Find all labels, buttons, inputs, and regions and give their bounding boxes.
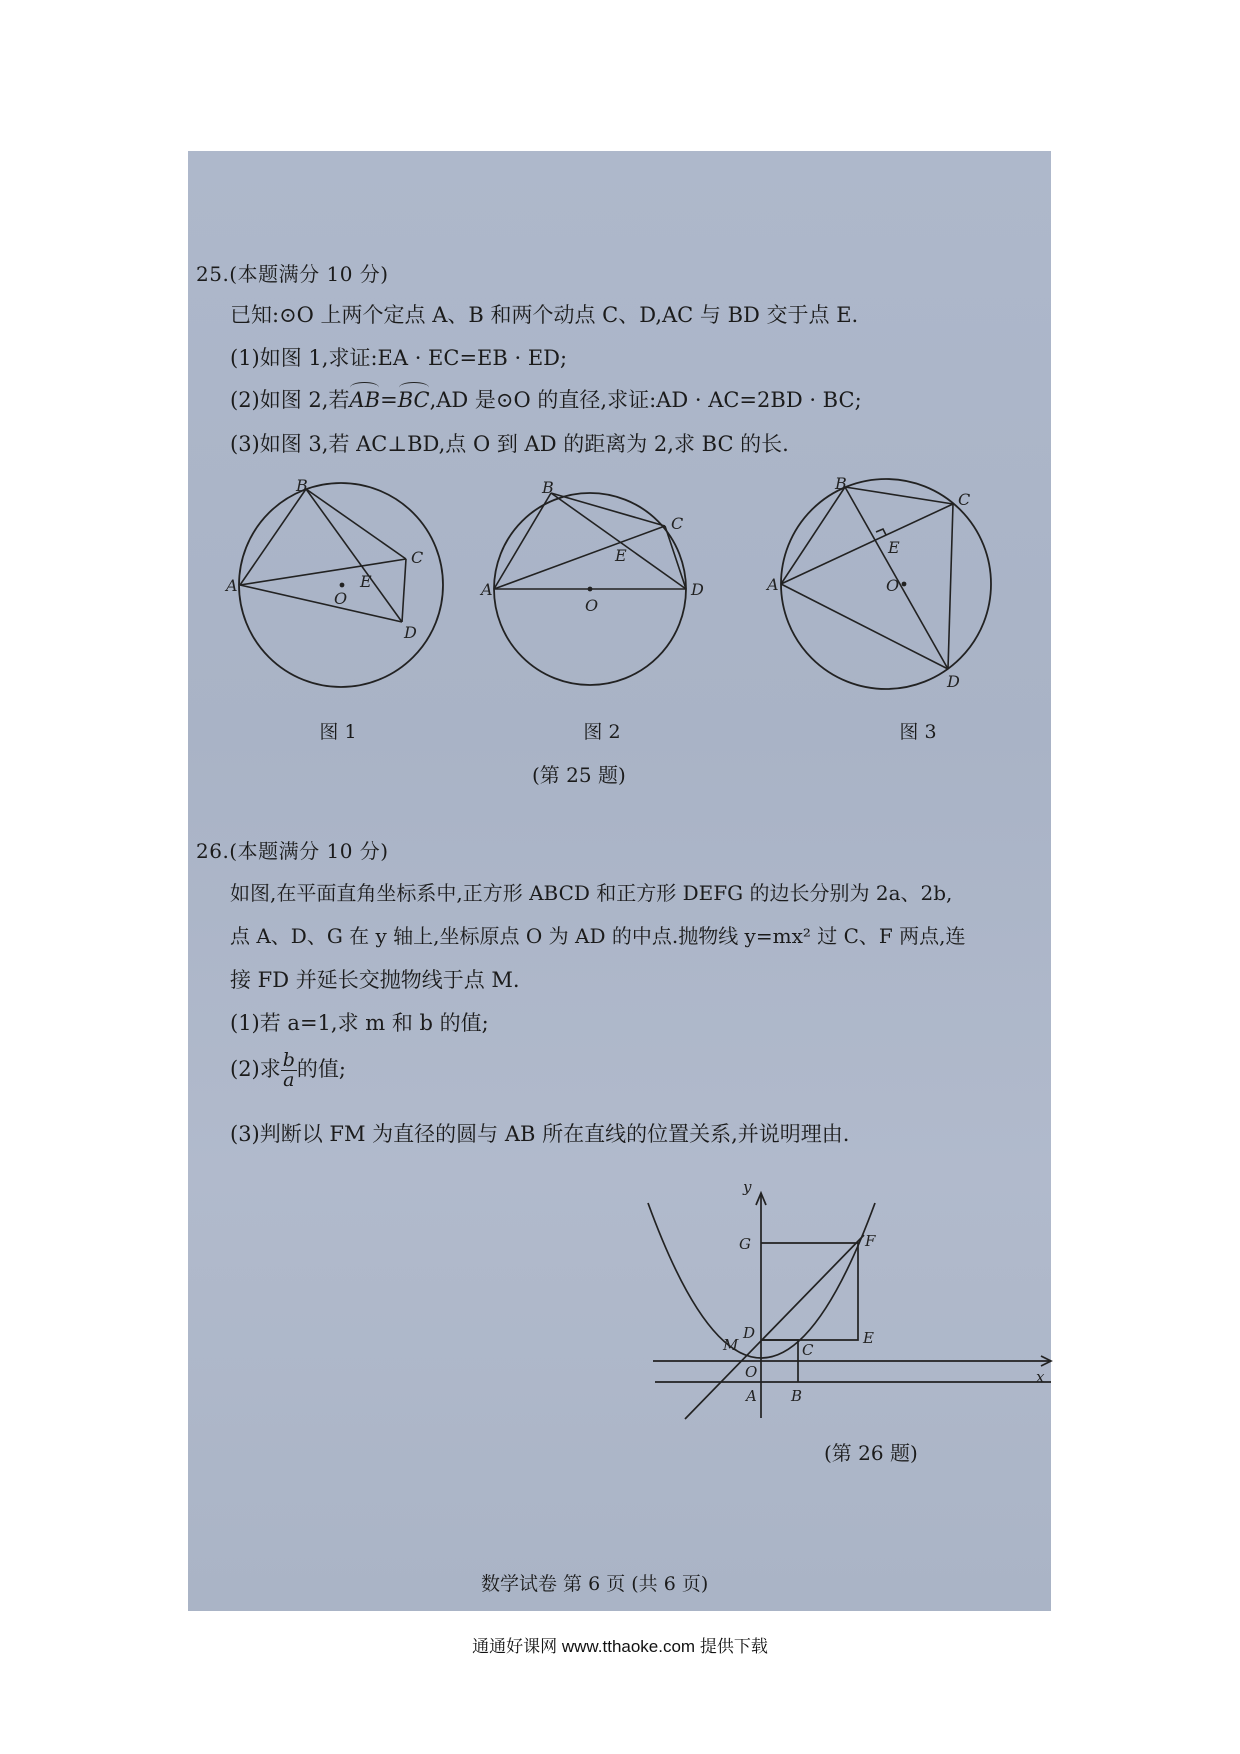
- fig1-label-e: E: [360, 572, 372, 591]
- fig26-label-e: E: [863, 1329, 874, 1347]
- fig2-label-o: O: [585, 596, 599, 615]
- exam-sheet: [188, 151, 1051, 1611]
- fig3-caption: 图 3: [899, 721, 937, 743]
- fraction-b-over-a: $\frac{b}{a}$: [282, 1049, 295, 1091]
- q26-figure: [643, 1178, 1051, 1423]
- arc-ab: AB: [349, 388, 380, 412]
- fig26-label-d: D: [743, 1324, 756, 1342]
- fig3-label-c: C: [958, 490, 971, 509]
- fig3-label-b: B: [835, 474, 847, 493]
- fig2-caption: 图 2: [583, 721, 621, 743]
- q25-part2-pre: (2)如图 2,若: [230, 388, 350, 412]
- q25-given: 已知:⊙O 上两个定点 A、B 和两个动点 C、D,AC 与 BD 交于点 E.: [230, 303, 859, 327]
- q25-part2-eq: =: [380, 388, 398, 412]
- q25-part2: [230, 384, 862, 414]
- q25-part2-post: ,AD 是⊙O 的直径,求证:AD · AC=2BD · BC;: [429, 388, 862, 412]
- q25-part3: (3)如图 3,若 AC⊥BD,点 O 到 AD 的距离为 2,求 BC 的长.: [230, 432, 789, 456]
- fig1-label-d: D: [404, 623, 417, 642]
- q26-part1: (1)若 a=1,求 m 和 b 的值;: [230, 1011, 489, 1035]
- fig1-label-a: A: [226, 576, 238, 595]
- watermark-text: 通通好课网 www.tthaoke.com 提供下载: [472, 1637, 768, 1656]
- q26-part2-post: 的值;: [296, 1057, 346, 1081]
- fig2-label-a: A: [481, 580, 493, 599]
- fig3-label-a: A: [767, 575, 779, 594]
- q25-caption: (第 25 题): [532, 763, 626, 787]
- q26-heading: 26.(本题满分 10 分): [196, 839, 389, 863]
- q26-part2: [230, 1051, 346, 1090]
- q26-line1: 如图,在平面直角坐标系中,正方形 ABCD 和正方形 DEFG 的边长分别为 2a、2b,: [230, 881, 953, 905]
- q26-part2-pre: (2)求: [230, 1057, 281, 1081]
- fig1-label-c: C: [411, 548, 424, 567]
- fig26-label-f: F: [865, 1232, 876, 1250]
- q26-line3: 接 FD 并延长交抛物线于点 M.: [230, 968, 520, 992]
- fig2-label-d: D: [691, 580, 704, 599]
- fig26-label-b: B: [791, 1387, 803, 1405]
- q25-figure-3: [767, 471, 1015, 701]
- fig1-label-b: B: [296, 476, 308, 495]
- fig26-label-m: M: [723, 1336, 739, 1354]
- fig2-label-b: B: [542, 478, 554, 497]
- fig1-caption: 图 1: [319, 721, 357, 743]
- fig1-label-o: O: [334, 589, 348, 608]
- fig26-label-g: G: [739, 1235, 751, 1253]
- arc-bc: BC: [398, 388, 430, 412]
- q25-figure-1: [228, 471, 468, 701]
- q25-part1: (1)如图 1,求证:EA · EC=EB · ED;: [230, 346, 568, 370]
- fig26-label-y: y: [743, 1178, 752, 1196]
- q25-figure-2: [481, 471, 733, 701]
- fig3-label-e: E: [888, 538, 900, 557]
- fig2-label-c: C: [671, 514, 684, 533]
- q26-part3: (3)判断以 FM 为直径的圆与 AB 所在直线的位置关系,并说明理由.: [230, 1122, 850, 1146]
- page-footer: 数学试卷 第 6 页 (共 6 页): [481, 1573, 709, 1595]
- q26-line2: 点 A、D、G 在 y 轴上,坐标原点 O 为 AD 的中点.抛物线 y=mx² 过 C、F 两点,连: [230, 924, 966, 948]
- q26-caption: (第 26 题): [824, 1441, 918, 1465]
- q25-heading: 25.(本题满分 10 分): [196, 262, 389, 286]
- fig26-label-a: A: [746, 1387, 757, 1405]
- fig2-label-e: E: [615, 546, 627, 565]
- fig3-label-o: O: [886, 576, 900, 595]
- fig26-label-x: x: [1036, 1368, 1045, 1386]
- fig26-label-c: C: [802, 1341, 814, 1359]
- fig26-label-o: O: [745, 1363, 758, 1381]
- fig3-label-d: D: [947, 672, 960, 691]
